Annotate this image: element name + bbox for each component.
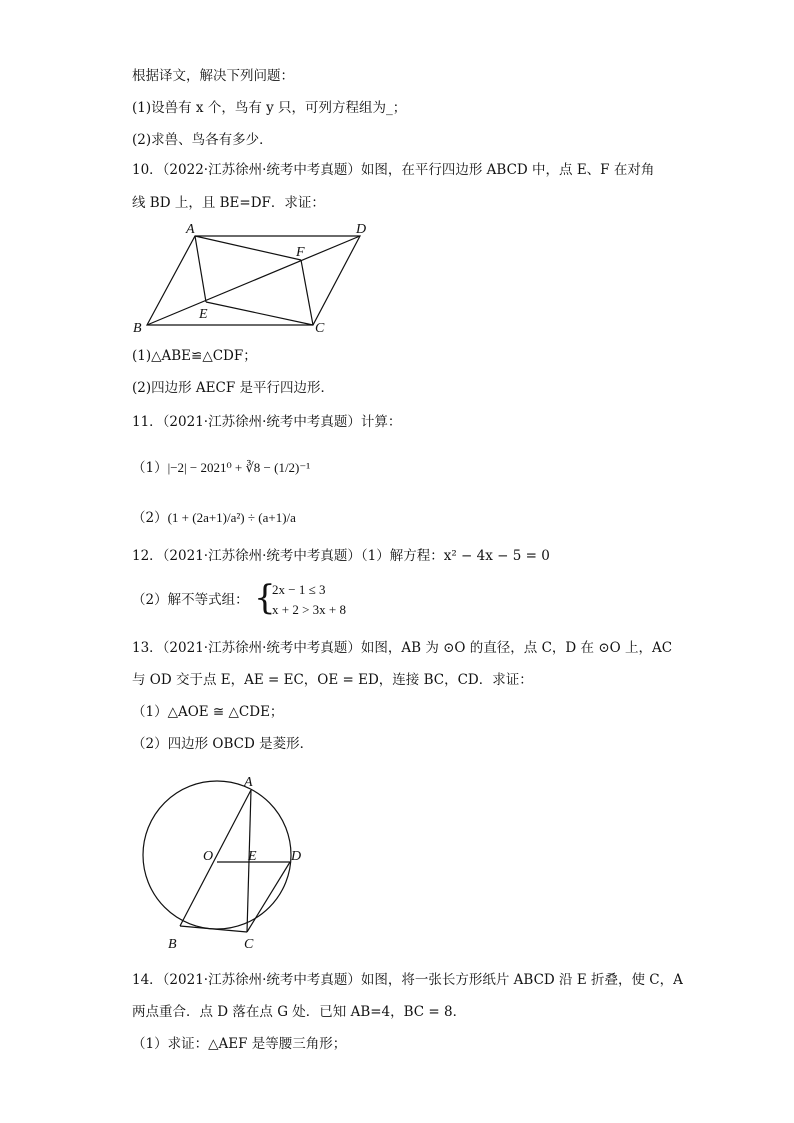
inequality-1: 2x − 1 ≤ 3 [272, 582, 326, 597]
question-11-part2: （2）(1 + (2a+1)/a²) ÷ (a+1)/a [132, 510, 296, 526]
question-11-stem: 11．（2021·江苏徐州·统考中考真题）计算： [132, 414, 402, 430]
label-c: C [315, 321, 325, 336]
chord-cd [247, 862, 290, 932]
math-expression: |−2| − 2021⁰ + ∛8 − (1/2)⁻¹ [167, 460, 311, 475]
math-expression: (1 + (2a+1)/a²) ÷ (a+1)/a [167, 510, 296, 525]
label-b: B [133, 321, 142, 336]
label-a: A [186, 222, 195, 237]
label-o: O [203, 849, 214, 864]
label-e: E [199, 307, 208, 322]
text-line: (2)求兽、鸟各有多少． [132, 132, 273, 148]
label-b: B [168, 937, 177, 952]
circle-figure [138, 770, 318, 960]
label-c: C [244, 937, 254, 952]
question-14-stem-cont: 两点重合．点 D 落在点 G 处．已知 AB=4，BC = 8． [132, 1004, 467, 1020]
label-d: D [356, 222, 367, 237]
parallelogram-figure [128, 215, 378, 340]
question-11-part1: （1）|−2| − 2021⁰ + ∛8 − (1/2)⁻¹ [132, 460, 311, 476]
question-14-part1: （1）求证：△AEF 是等腰三角形； [132, 1036, 347, 1052]
question-13-part1: （1）△AOE ≅ △CDE； [132, 704, 284, 720]
question-12-stem: 12．（2021·江苏徐州·统考中考真题）（1）解方程：x² − 4x − 5 = 0 [132, 548, 550, 564]
segment-af [195, 236, 301, 260]
inequality-2: x + 2 > 3x + 8 [272, 602, 346, 617]
question-13-part2: （2）四边形 OBCD 是菱形． [132, 736, 314, 752]
question-10-stem-cont: 线 BD 上，且 BE=DF．求证： [132, 195, 325, 211]
segment-ae [195, 236, 206, 302]
diameter-ab [180, 790, 251, 926]
label-e: E [248, 849, 257, 864]
question-13-stem-cont: 与 OD 交于点 E，AE = EC，OE = ED，连接 BC，CD．求证： [132, 672, 533, 688]
label-d: D [291, 849, 302, 864]
question-14-stem: 14．（2021·江苏徐州·统考中考真题）如图，将一张长方形纸片 ABCD 沿 E 折叠，使 C，A [132, 972, 683, 988]
label-f: F [296, 245, 305, 260]
question-13-stem: 13．（2021·江苏徐州·统考中考真题）如图，AB 为 ⊙O 的直径，点 C，D 在 ⊙O 上，AC [132, 640, 673, 656]
question-10-part2: (2)四边形 AECF 是平行四边形． [132, 380, 335, 396]
question-10-stem: 10．（2022·江苏徐州·统考中考真题）如图，在平行四边形 ABCD 中，点 E、F 在对角 [132, 162, 655, 178]
question-12-part2: （2）解不等式组： [132, 592, 249, 608]
question-10-part1: (1)△ABE≌△CDF； [132, 348, 257, 364]
text-line: (1)设兽有 x 个，鸟有 y 只，可列方程组为_； [132, 100, 407, 116]
brace-icon: { [254, 578, 276, 618]
segment-ec [206, 302, 313, 325]
chord-bc [180, 926, 247, 932]
label-a: A [244, 775, 253, 790]
segment-fc [301, 260, 313, 325]
text-line: 根据译文，解决下列问题： [132, 68, 294, 84]
